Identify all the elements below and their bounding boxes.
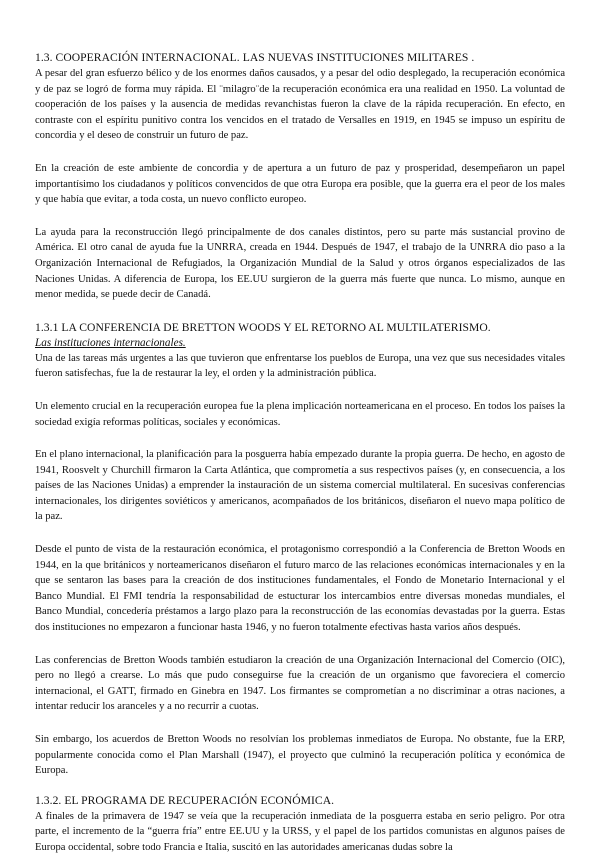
- subheading-instituciones: Las instituciones internacionales.: [35, 336, 186, 349]
- paragraph: Las conferencias de Bretton Woods también estudiaron la creación de una Organización Internacional del Comercio (OIC), pero no llegó a crearse. Lo más que pudo conseguirse fue la creación de un organismo que favoreciera el comercio internacional, el GATT, firmado en Ginebra en 1947. Los firmantes se comprometían a no discriminar a otras naciones, a intentar reducir los aranceles y a no recurrir a cuotas.: [35, 654, 565, 713]
- paragraph: Una de las tareas más urgentes a las que tuvieron que enfrentarse los pueblos de Europa, una vez que sus necesidades vitales fueron satisfechas, fue la de restaurar la ley, el orden y la administración pública.: [35, 352, 565, 380]
- paragraph: En el plano internacional, la planificación para la posguerra había empezado durante la propia guerra. De hecho, en agosto de 1941, Roosvelt y Churchill firmaron la Carta Atlántica, que comprometía a sus respectivos países (y, en consecuencia, a los países de las Naciones Unidas) a emprender la instauración de un sistema comercial multilateral. En sucesivas conferencias internacionales, los dirigentes soviéticos y americanos, acompañados de los británicos, diseñaron el nuevo mapa político de la paz.: [35, 449, 565, 523]
- paragraph: Sin embargo, los acuerdos de Bretton Woods no resolvían los problemas inmediatos de Europa. No obstante, fue la ERP, popularmente conocida como el Plan Marshall (1947), el proyecto que culminó la recuperación política y económica de Europa.: [35, 734, 565, 777]
- document-page: [35, 50, 565, 856]
- section-heading-1-3: 1.3. COOPERACIÓN INTERNACIONAL. LAS NUEVAS INSTITUCIONES MILITARES .: [35, 51, 475, 64]
- section-heading-1-3-1: 1.3.1 LA CONFERENCIA DE BRETTON WOODS Y EL RETORNO AL MULTILATERISMO.: [35, 320, 491, 334]
- paragraph: La ayuda para la reconstrucción llegó principalmente de dos canales distintos, pero su parte más sustancial provino de América. El otro canal de ayuda fue la UNRRA, creada en 1944. Después de 1947, el trabajo de la UNRRA dio paso a la Organización Internacional de Refugiados, la Organización Mundial de la Salud y otros órganos especializados de las Naciones Unidas. A diferencia de Europa, los EE.UU surgieron de la guerra más fuerte que nunca. Lo mismo, aunque en menor medida, se puede decir de Canadá.: [35, 226, 565, 301]
- paragraph: Un elemento crucial en la recuperación europea fue la plena implicación norteamericana en el proceso. En todos los países la sociedad exigía reformas políticas, sociales y económicas.: [35, 400, 565, 428]
- paragraph: A finales de la primavera de 1947 se veía que la recuperación inmediata de la posguerra estaba en serio peligro. Por otra parte, el incremento de la “guerra fría” entre EE.UU y la URSS, y el papel de los partidos comunistas en algunos países de Europa occidental, sobre todo Francia e Italia, suscitó en las autoridades americanas dudas sobre la: [35, 810, 565, 853]
- paragraph: En la creación de este ambiente de concordia y de apertura a un futuro de paz y prosperidad, desempeñaron un papel importantísimo los ciudadanos y políticos convencidos de que otra Europa era posible, que la guerra era el peor de los males y que había que evitar, a toda costa, un nuevo conflicto europeo.: [35, 162, 565, 206]
- paragraph: Desde el punto de vista de la restauración económica, el protagonismo correspondió a la Conferencia de Bretton Woods en 1944, en la que británicos y norteamericanos diseñaron el futuro marco de las relaciones económicas internacionales y en la que se sentaron las bases para la creación de dos instituciones fundamentales, el Fondo de Monetario Internacional y el Banco Mundial. El FMI tendría la responsabilidad de estucturar los intercambios entre diversas monedas mundiales, el Banco Mundial, concedería préstamos a largo plazo para la reconstrucción de las economías devastadas por la guerra. Estas dos instituciones no empezaron a funcionar hasta 1946, y no fueron totalmente efectivas hasta varios años después.: [35, 544, 565, 634]
- section-heading-1-3-2: 1.3.2. EL PROGRAMA DE RECUPERACIÓN ECONÓMICA.: [35, 793, 335, 807]
- paragraph: A pesar del gran esfuerzo bélico y de los enormes daños causados, y a pesar del odio desplegado, la recuperación económica y de paz se logró de forma muy rápida. El ¨milagro¨de la recuperación económica era una realidad en 1950. La voluntad de cooperación de los países y la ausencia de medidas revanchistas fueron la clave de la rápida recuperación. En efecto, en contraste con el espíritu punitivo contra los vencidos en el tratado de Versalles en 1919, en 1945 se impuso un espíritu de concordia y el deseo de construir un futuro de paz.: [35, 68, 565, 142]
